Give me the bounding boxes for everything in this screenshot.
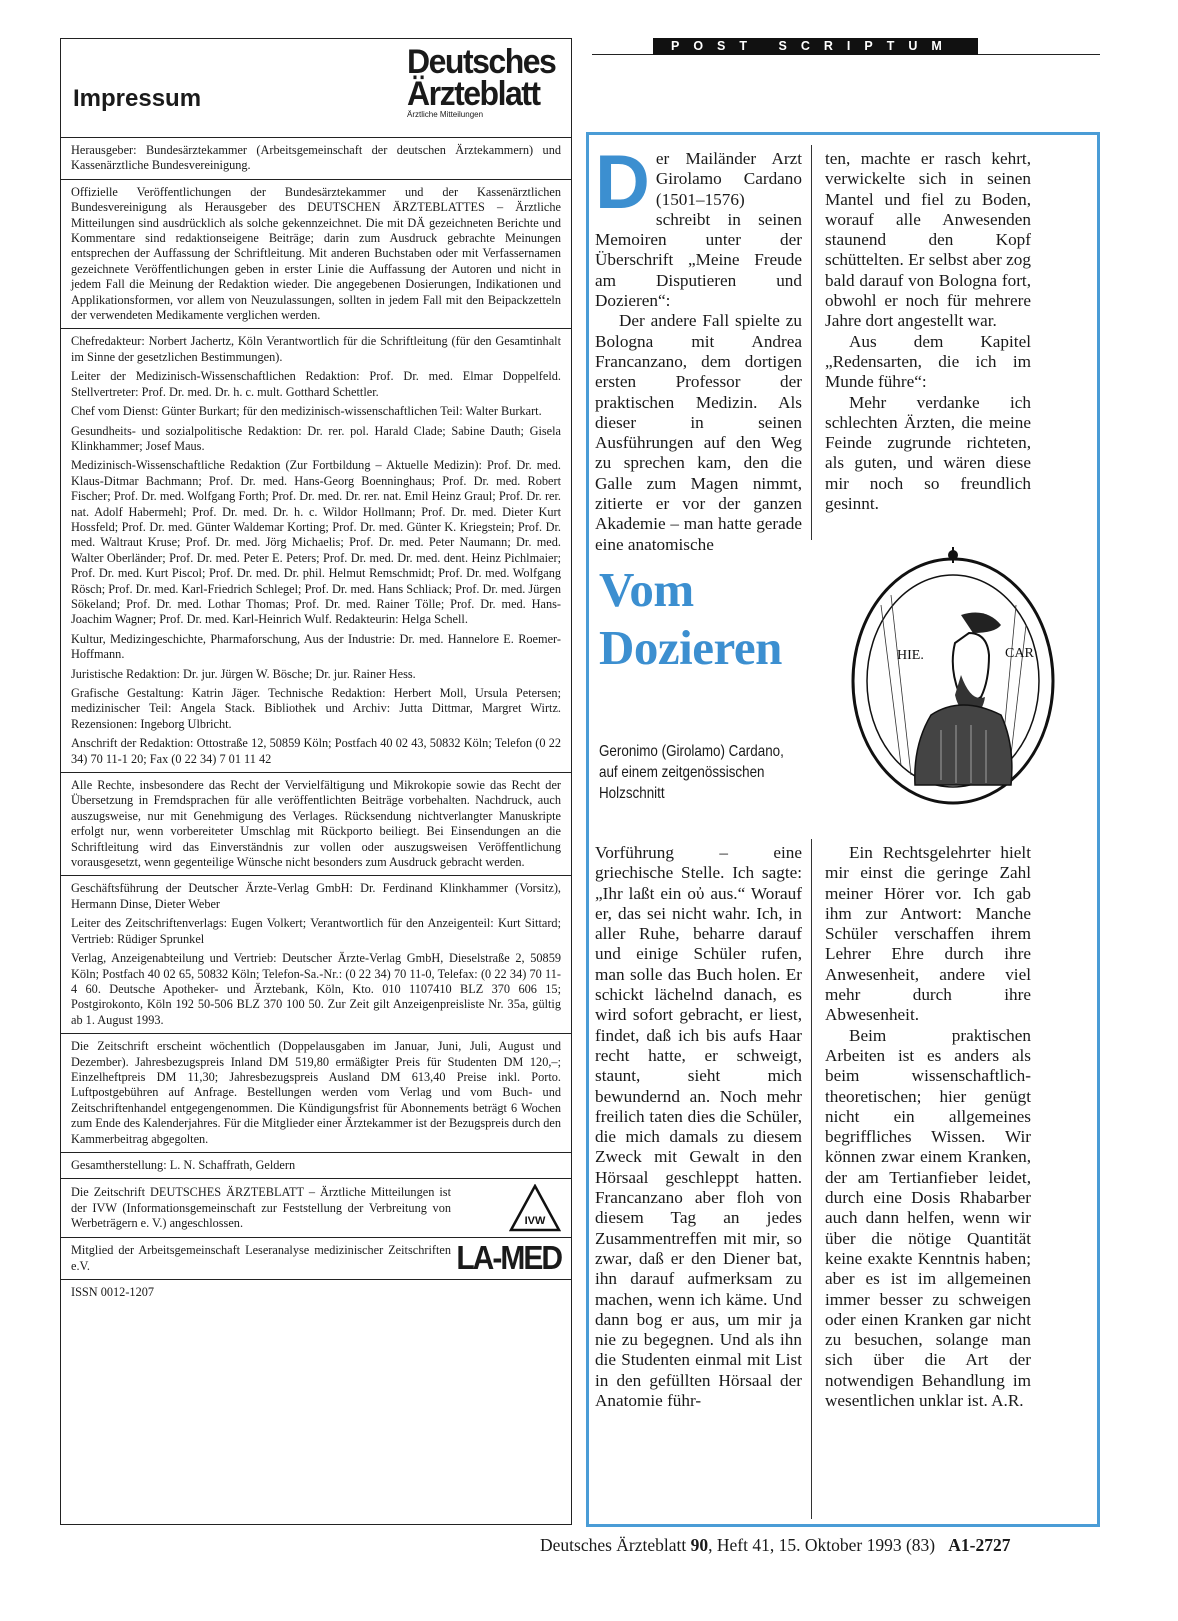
article-paragraph: er Mailänder Arzt Girolamo Cardano (1501–1576) schreibt in seinen Memoiren unter der Überschrift „Meine Freude am Disputieren und Dozieren“: bbox=[595, 149, 802, 311]
verlag-paragraph: Verlag, Anzeigenabteilung und Vertrieb: Deutscher Ärzte-Verlag GmbH, Dieselstraße 2, 50859 Köln; Postfach 40 02 65, 50832 Köln; Telefon-Sa.-Nr.: (0 22 34) 70 11-0, Telefax: (0 22 34) 70 11-4 60. Deutsche Apotheker- und Ärztebank, Köln, Kto. 010 1107410 BLZ 370 606 15; Postgirokonto, Köln 192 50-506 BLZ 370 100 50. Zur Zeit gilt Anzeigenpreisliste Nr. 35a, gültig ab 1. August 1993. bbox=[71, 951, 561, 1027]
drop-cap: D bbox=[595, 140, 650, 225]
column-divider bbox=[811, 145, 812, 540]
article-col1-bottom bbox=[595, 843, 802, 1411]
article-paragraph: Der andere Fall spielte zu Bologna mit Andrea Francanzano, dem dortigen ersten Professor der praktischen Medizin. Als dieser in seinen Ausführungen auf den Weg zu sprechen kam, den die Galle zum Magen nimmt, zitierte er vor der ganzen Akademie – man hatte gerade eine anatomische bbox=[595, 311, 802, 554]
headline-line2: Dozieren bbox=[599, 620, 782, 675]
image-caption: Geronimo (Girolamo) Cardano, auf einem zeitgenössischen Holzschnitt bbox=[599, 743, 784, 802]
footer-issue: , Heft 41, 15. Oktober 1993 (83) bbox=[708, 1535, 936, 1555]
article-paragraph: Beim praktischen Arbeiten ist es anders als beim wissenschaftlich-theoretischen; hier genügt nicht ein allgemeines begriffliches Wissen. Wir können zwar einem Kranken, der am Tertianfieber leidet, durch eine Dosis Rhabarber auch dann helfen, wenn wir über die nötige Quantität keine exakte Kenntnis haben; aber es ist im allgemeinen immer besser zu schweigen oder einen Kranken gar nicht zu besuchen, solange man sich über die Art der notwendigen Behandlung im wesentlichen unklar ist. A.R. bbox=[825, 1025, 1031, 1411]
logo-line2: Ärzteblatt bbox=[407, 73, 540, 113]
section-label: POST SCRIPTUM bbox=[653, 38, 978, 55]
page-footer bbox=[540, 1535, 1100, 1556]
impressum-header bbox=[61, 39, 571, 138]
verlag-paragraph: Geschäftsführung der Deutscher Ärzte-Verlag GmbH: Dr. Ferdinand Klinkhammer (Vorsitz), Hermann Dinse, Dieter Weber bbox=[71, 881, 561, 911]
redaktion-paragraph: Chef vom Dienst: Günter Burkart; für den medizinisch-wissenschaftlichen Teil: Walter Burkart. bbox=[71, 404, 542, 419]
gesamtherstellung-section: Gesamtherstellung: L. N. Schaffrath, Geldern bbox=[61, 1153, 571, 1179]
redaktion-section bbox=[61, 329, 571, 773]
lamed-text: Mitglied der Arbeitsgemeinschaft Leseranalyse medizinischer Zeitschriften e.V. bbox=[71, 1243, 451, 1273]
lamed-section bbox=[61, 1238, 571, 1280]
lamed-logo: LA-MED bbox=[456, 1240, 561, 1277]
portrait-label-right: CAR bbox=[1005, 646, 1034, 661]
ivw-logo-text: IVW bbox=[524, 1215, 546, 1228]
article-paragraph: Vorführung – eine griechische Stelle. Ich sagte: „Ihr laßt ein οὐ aus.“ Worauf er, das sei nicht wahr. Ich, in aller Ruhe, beharre darauf und einige Schüler rufen, man solle das Buch holen. Er schickt lächelnd danach, es wird sofort gebracht, er liest, findet, daß ich bis aufs Haar recht hatte, er schweigt, staunt, sieht mich bewundernd an. Noch mehr freilich taten dies die Schüler, die mich damals zu diesem Zweck mit Gewalt in den Hörsaal geschleppt hatten. Francanzano aber floh von diesem Tag an jedes Zusammentreffen mit mir, so zwar, daß er den Diener bat, ihn darauf aufmerksam zu machen, wenn ich käme. Und dann bog er aus, um mir ja nie zu begegnen. Und als ihn die Studenten einmal mit List in den gefüllten Hörsaal der Anatomie führ- bbox=[595, 843, 802, 1411]
article-paragraph: Mehr verdanke ich schlechten Ärzten, die meine Feinde zugrunde richteten, als guten, und wären diese mir noch so freundlich gesinnt. bbox=[825, 392, 1031, 514]
article-headline bbox=[599, 561, 782, 677]
bezug-section: Die Zeitschrift erscheint wöchentlich (Doppelausgaben im Januar, Juni, Juli, August und Dezember). Jahresbezugspreis Inland DM 519,80 ermäßigter Preis für Studenten DM 120,–; Einzelheftpreis DM 11,30; Jahresbezugspreis Ausland DM 613,40 Preise inkl. Porto. Luftpostgebühren auf Anfrage. Bestellungen werden vom Verlag und vom Buch- und Zeitschriftenhandel entgegengenommen. Die Kündigungsfrist für Abonnements beträgt 6 Wochen zum Ende des Kalenderjahres. Für die Mitglieder einer Ärztekammer ist der Bezugspreis durch den Kammerbeitrag abgegolten. bbox=[61, 1034, 571, 1153]
offizielle-section: Offizielle Veröffentlichungen der Bundesärztekammer und der Kassenärztlichen Bundesvereinigung als Herausgeber des DEUTSCHEN ÄRZTEBLATTES – Ärztliche Mitteilungen sind ausdrücklich als solche gekennzeichnet. Die mit DÄ gezeichneten Berichte und Kommentare sind redaktionseigene Beiträge; darin zum Ausdruck gebrachte Meinungen entsprechen der Auffassung der Schriftleitung. Mit anderen Buchstaben oder mit Verfassernamen gezeichnete Veröffentlichungen geben in erster Linie die Auffassung der Autoren und nicht in jedem Fall die Meinung der Redaktion wieder. Die angegebenen Dosierungen, Indikationen und Applikationsformen, vor allem von Neuzulassungen, sollten in jedem Fall mit den Beipackzetteln der verwendeten Medikamente verglichen werden. bbox=[61, 180, 571, 330]
footer-page-number: A1-2727 bbox=[948, 1535, 1011, 1555]
rechte-section: Alle Rechte, insbesondere das Recht der Vervielfältigung und Mikrokopie sowie das Recht der Übersetzung in Fremdsprachen für alle veröffentlichten Beiträge vorbehalten. Nachdruck, auch auszugsweise, nur mit Genehmigung des Verlages. Rücksendung nichtverlangter Manuskripte erfolgt nur, wenn vorbereiteter Umschlag mit Rückporto beiliegt. Bei Einsendungen an die Schriftleitung wird das Einverständnis zur vollen oder auszugsweisen Veröffentlichung vorausgesetzt, wenn gegenteilige Wünsche nicht besonders zum Ausdruck gebracht werden. bbox=[61, 773, 571, 876]
ivw-section bbox=[61, 1179, 571, 1238]
column-divider bbox=[811, 839, 812, 1519]
ivw-text: Die Zeitschrift DEUTSCHES ÄRZTEBLATT – Ärztliche Mitteilungen ist der IVW (Informationsgemeinschaft zur Feststellung der Verbreitung von Werbeträgern e. V.) angeschlossen. bbox=[71, 1185, 451, 1231]
article-paragraph: ten, machte er rasch kehrt, verwickelte sich in seinen Mantel und fiel zu Boden, worauf alle Anwesenden staunend den Kopf schüttelten. Er selbst aber zog bald darauf von Bologna fort, obwohl er noch für mehrere Jahre dort angestellt war. bbox=[825, 149, 1031, 331]
ivw-logo-icon bbox=[509, 1184, 561, 1232]
portrait-label-left: HIE. bbox=[897, 648, 924, 663]
redaktion-paragraph: Leiter der Medizinisch-Wissenschaftlichen Redaktion: Prof. Dr. med. Elmar Doppelfeld. Stellvertreter: Prof. Dr. med. Dr. h. c. mult. Gotthard Schettler. bbox=[71, 369, 561, 399]
portrait-woodcut-image bbox=[841, 545, 1071, 805]
footer-journal: Deutsches Ärzteblatt bbox=[540, 1535, 691, 1555]
verlag-paragraph: Leiter des Zeitschriftenverlags: Eugen Volkert; Verantwortlich für den Anzeigenteil: Kurt Sittard; Vertrieb: Rüdiger Sprunkel bbox=[71, 916, 561, 946]
redaktion-paragraph: Juristische Redaktion: Dr. jur. Jürgen W. Bösche; Dr. jur. Rainer Hess. bbox=[71, 666, 416, 681]
redaktion-paragraph: Medizinisch-Wissenschaftliche Redaktion (Zur Fortbildung – Aktuelle Medizin): Prof. Dr. med. Klaus-Ditmar Bachmann; Prof. Dr. med. Hans-Georg Boenninghaus; Prof. Dr. med. Robert Fischer; Prof. Dr. med. Wolfgang Forth; Prof. Dr. med. Dr. rer. nat. Emil Heinz Graul; Prof. Dr. rer. nat. Adolf Habermehl; Prof. Dr. med. Dr. h. c. Wildor Hollmann; Prof. Dr. med. Dieter Kurt Hossfeld; Prof. Dr. med. Günter Waldemar Korting; Prof. Dr. med. Günter K. Kriegstein; Prof. Dr. med. Waltraut Kruse; Prof. Dr. med. Jörg Michaelis; Prof. Dr. med. Peter Naumann; Dr. med. Walter Oberländer; Prof. Dr. med. Peter E. Peters; Prof. Dr. med. Dr. med. dent. Heinz Pichlmaier; Prof. Dr. med. Kurt Piscol; Prof. Dr. med. Dr. phil. Helmut Remschmidt; Prof. Dr. med. Wolfgang Rösch; Prof. Dr. med. Karl-Friedrich Schlegel; Prof. Dr. med. Hans Schliack; Prof. Dr. med. Jürgen Sökeland; Prof. Dr. med. Lothar Thomas; Prof. Dr. med. Rainer Tölle; Prof. Dr. med. Hans-Joachim Wagner; Prof. Dr. med. Karl-Heinrich Wulf. Redakteurin: Helga Schell. bbox=[71, 458, 561, 627]
impressum-title: Impressum bbox=[73, 85, 202, 112]
redaktion-paragraph: Anschrift der Redaktion: Ottostraße 12, 50859 Köln; Postfach 40 02 43, 50832 Köln; Telefon (0 22 34) 70 11-1 20; Fax (0 22 34) 7 01 11 42 bbox=[71, 736, 561, 766]
headline-line1: Vom bbox=[599, 562, 694, 617]
article-frame bbox=[586, 132, 1100, 1527]
logo-sub: Ärztliche Mitteilungen bbox=[407, 110, 484, 119]
redaktion-paragraph: Kultur, Medizingeschichte, Pharmaforschung, Aus der Industrie: Dr. med. Hannelore E. Roemer-Hoffmann. bbox=[71, 631, 561, 662]
journal-logo bbox=[407, 41, 559, 119]
article-paragraph: Aus dem Kapitel „Redensarten, die ich im Munde führe“: bbox=[825, 331, 1031, 392]
redaktion-paragraph: Grafische Gestaltung: Katrin Jäger. Technische Redaktion: Herbert Moll, Ursula Petersen; medizinischer Teil: Angela Stack. Bibliothek und Archiv: Jutta Dittmar, Margret Wirtz. Rezensionen: Ingeborg Ulbricht. bbox=[71, 686, 561, 731]
article-col2-bottom bbox=[825, 843, 1031, 1411]
article-paragraph: Ein Rechtsgelehrter hielt mir einst die geringe Zahl meiner Hörer vor. Ich gab ihm zur Antwort: Manche Schüler verschaffen ihrem Lehrer Ehre durch ihre Anwesenheit, andere viel mehr durch ihre Abwesenheit. bbox=[825, 843, 1031, 1025]
redaktion-paragraph: Chefredakteur: Norbert Jachertz, Köln Verantwortlich für die Schriftleitung (für den Gesamtinhalt im Sinne der gesetzlichen Bestimmungen). bbox=[71, 334, 561, 364]
redaktion-paragraph: Gesundheits- und sozialpolitische Redaktion: Dr. rer. pol. Harald Clade; Sabine Dauth; Gisela Klinkhammer; Josef Maus. bbox=[71, 423, 561, 453]
verlag-section bbox=[61, 876, 571, 1034]
herausgeber-section: Herausgeber: Bundesärztekammer (Arbeitsgemeinschaft der deutschen Ärztekammern) und Kassenärztliche Bundesvereinigung. bbox=[61, 138, 571, 180]
issn: ISSN 0012-1207 bbox=[71, 1285, 155, 1300]
article-col1-top bbox=[595, 140, 802, 555]
footer-volume: 90 bbox=[690, 1535, 709, 1555]
impressum-box bbox=[60, 38, 572, 1525]
article-col2-top bbox=[825, 149, 1031, 514]
logo-line1: Deutsches bbox=[407, 41, 556, 81]
